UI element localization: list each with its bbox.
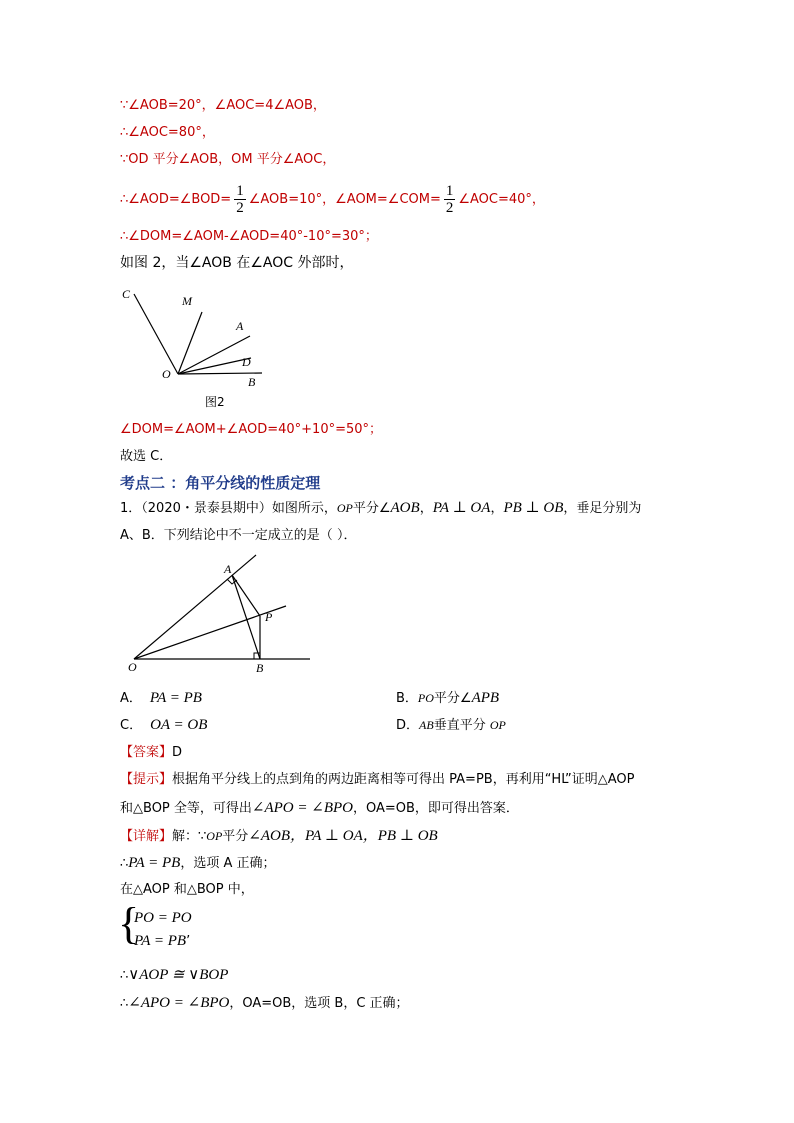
math: PA = PB — [134, 933, 187, 949]
option-math: AB — [419, 718, 434, 732]
math: ∨AOP ≅ ∨BOP — [128, 967, 229, 983]
figure-2 — [110, 284, 290, 414]
text: ∴∠AOD=∠BOD= — [120, 192, 232, 207]
label-B: B — [248, 375, 256, 389]
text: ，OA=OB，选项 B，C 正确； — [229, 996, 409, 1011]
option-B — [396, 689, 499, 708]
figure-caption: 图2 — [205, 395, 225, 409]
option-key: D． — [396, 718, 420, 733]
detail-label: 【详解】 — [120, 829, 173, 844]
ray-OM — [178, 312, 202, 374]
solution-line-3: ∵OD 平分∠AOB，OM 平分∠AOC， — [120, 152, 336, 167]
solution-line-8: 故选 C． — [120, 449, 173, 464]
frac-den: 2 — [236, 200, 244, 216]
solution-line-1: ∵∠AOB=20°，∠AOC=4∠AOB， — [120, 98, 326, 113]
detail-line-3: 在△AOP 和△BOP 中， — [120, 882, 254, 897]
math: OP — [206, 829, 223, 843]
text: ， — [419, 501, 433, 516]
question-line-2: A、B．下列结论中不一定成立的是（ ）． — [120, 528, 357, 543]
math: PA = PB — [128, 855, 181, 871]
answer-value: D — [172, 745, 183, 760]
text: ∴ — [120, 996, 129, 1011]
system-brace: { — [118, 899, 140, 948]
label-O: O — [162, 367, 171, 381]
option-text: 垂直平分 — [433, 718, 490, 733]
label-O: O — [128, 660, 137, 674]
fraction-half — [444, 183, 456, 216]
text: ∠AOB=10°，∠AOM=∠COM= — [248, 192, 441, 207]
solution-line-6: 如图 2，当∠AOB 在∠AOC 外部时， — [120, 255, 354, 271]
text: 平分 — [222, 829, 249, 844]
ray-OB — [178, 373, 262, 374]
solution-line-5: ∴∠DOM=∠AOM-∠AOD=40°-10°=30°； — [120, 229, 378, 244]
math: OP — [336, 501, 353, 515]
fraction-half — [234, 183, 246, 216]
option-math: APB — [471, 690, 500, 706]
option-math: PA = PB — [149, 690, 202, 706]
label-B: B — [256, 661, 264, 675]
option-D — [396, 716, 506, 735]
text: ’ — [186, 934, 191, 949]
option-key: A． — [120, 691, 142, 706]
label-A: A — [236, 319, 244, 333]
text: ，选项 A 正确； — [180, 856, 276, 871]
math: AOB — [390, 500, 420, 516]
section-title: 考点二 ：角平分线的性质定理 — [120, 474, 321, 492]
math: ∠APO = ∠BPO — [128, 995, 230, 1011]
label-C: C — [122, 287, 131, 301]
detail-line-4 — [120, 966, 228, 985]
option-key: C． — [120, 718, 143, 733]
text: 1．（2020・景泰县期中）如图所示， — [120, 501, 337, 516]
answer-line — [120, 744, 182, 762]
frac-den: 2 — [445, 200, 454, 216]
ray-OP — [134, 606, 286, 659]
hint-line-2 — [120, 799, 519, 818]
ray-OD — [178, 358, 251, 374]
text: ∴ — [120, 968, 129, 983]
option-C — [120, 716, 207, 735]
ray-OA — [178, 336, 250, 374]
detail-line-1 — [120, 827, 438, 846]
math: PA ⊥ OA — [432, 500, 491, 516]
ray-OA — [134, 555, 256, 659]
option-A — [120, 689, 202, 708]
text: 解：∵ — [172, 829, 207, 844]
text: ，垂足分别为 — [563, 501, 642, 516]
hint-line-1 — [120, 771, 635, 789]
detail-line-5 — [120, 994, 409, 1013]
label-P: P — [265, 610, 273, 624]
option-math: OP — [489, 718, 506, 732]
option-key: B． — [396, 691, 418, 706]
hint-label: 【提示】 — [120, 772, 173, 787]
figure-1 — [124, 553, 324, 678]
question-line-1 — [120, 499, 641, 518]
math: ∠AOB，PA ⊥ OA，PB ⊥ OB — [248, 828, 438, 844]
label-A: A — [224, 562, 232, 576]
solution-line-2: ∴∠AOC=80°， — [120, 125, 215, 140]
text: ∠AOC=40°， — [458, 192, 545, 207]
label-M: M — [182, 294, 192, 308]
text: 和△BOP 全等，可得出 — [120, 801, 252, 816]
text: ，OA=OB，即可得出答案． — [352, 801, 519, 816]
ray-OC — [134, 294, 178, 374]
text: ， — [490, 501, 504, 516]
label-D: D — [242, 355, 251, 369]
detail-line-2 — [120, 854, 276, 873]
system-eq-2 — [134, 932, 190, 951]
answer-label: 【答案】 — [120, 745, 173, 760]
hint-text: 根据角平分线上的点到角的两边距离相等可得出 PA=PB，再利用“HL”证明△AOP — [172, 772, 635, 787]
math: PB ⊥ OB — [503, 500, 564, 516]
system-eq-1: PO = PO — [134, 910, 192, 926]
text: 平分∠ — [352, 501, 391, 516]
option-math: PO — [417, 691, 434, 705]
solution-line-4 — [120, 183, 545, 216]
frac-num: 1 — [445, 183, 454, 199]
math: ∠APO = ∠BPO — [251, 800, 353, 816]
frac-num: 1 — [236, 183, 244, 199]
option-text: 平分∠ — [433, 691, 472, 706]
text: ∴ — [120, 856, 129, 871]
option-math: OA = OB — [150, 717, 208, 733]
solution-line-7: ∠DOM=∠AOM+∠AOD=40°+10°=50°； — [120, 422, 383, 437]
